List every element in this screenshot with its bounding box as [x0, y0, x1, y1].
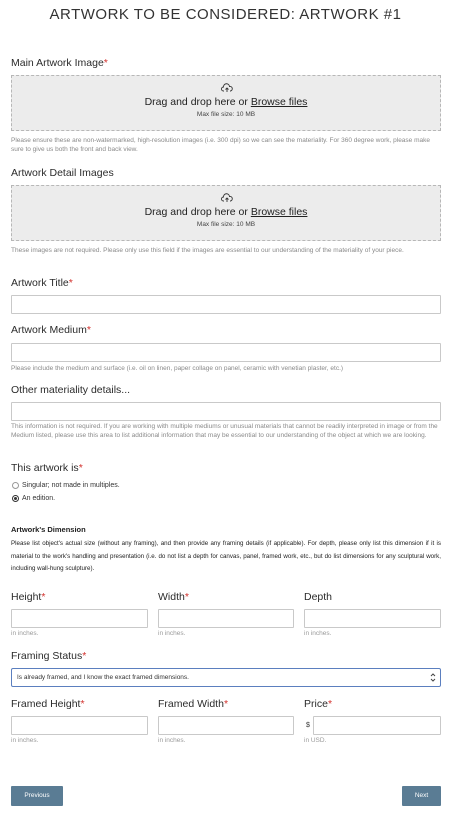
max-file-size: Max file size: 10 MB: [196, 111, 256, 118]
artwork-medium-label: [11, 324, 91, 336]
cloud-upload-icon: [221, 83, 233, 93]
artwork-medium-help: Please include the medium and surface (i.e. oil on linen, paper collage on panel, ceramic with venetian plaster, etc.): [11, 365, 344, 372]
page-title: ARTWORK TO BE CONSIDERED: ARTWORK #1: [49, 6, 402, 23]
main-image-help: Please ensure these are non-watermarked, high-resolution images (i.e. 300 dpi) so we can see the materiality. For 360 degree work, please make sure to give us both the front and back view.: [11, 137, 430, 153]
browse-files-link[interactable]: Browse files: [250, 206, 308, 218]
depth-unit: in inches.: [304, 630, 332, 637]
height-label-text: Height: [11, 591, 42, 603]
price-label: [304, 698, 332, 710]
previous-button[interactable]: Previous: [11, 786, 63, 806]
materiality-label: Other materiality details...: [11, 384, 131, 396]
required-mark: *: [103, 57, 108, 69]
height-input[interactable]: [11, 609, 148, 628]
browse-files-link[interactable]: Browse files: [250, 96, 308, 108]
detail-images-dropzone[interactable]: [11, 185, 441, 241]
materiality-help: This information is not required. If you are working with multiple mediums or unusual materials that cannot be readily interpreted in image or from the Medium listed, please use this area to list additional information that may be essential to our understanding of the object at which we are looking.: [11, 423, 438, 439]
height-label: [11, 591, 45, 603]
materiality-input[interactable]: [11, 402, 441, 421]
framed-width-label: [158, 698, 228, 710]
main-image-label: [11, 57, 108, 69]
main-image-label-text: Main Artwork Image: [11, 57, 104, 69]
radio-option-edition[interactable]: [12, 495, 55, 502]
height-unit: in inches.: [11, 630, 39, 637]
artwork-title-input[interactable]: [11, 295, 441, 314]
radio-option-singular[interactable]: [12, 482, 120, 489]
radio-button[interactable]: [12, 482, 19, 489]
required-mark: *: [78, 462, 83, 474]
drop-prompt: Drag and drop here or: [144, 206, 251, 218]
framed-height-label: [11, 698, 85, 710]
width-input[interactable]: [158, 609, 294, 628]
depth-input[interactable]: [304, 609, 441, 628]
cloud-upload-icon: [221, 193, 233, 203]
detail-images-drop-text: [12, 206, 440, 218]
framing-status-label-text: Framing Status: [11, 650, 83, 662]
artwork-title-label-text: Artwork Title: [11, 277, 69, 289]
framed-height-input[interactable]: [11, 716, 148, 735]
framing-status-select[interactable]: [11, 668, 441, 687]
next-button[interactable]: Next: [402, 786, 441, 806]
required-mark: *: [223, 698, 229, 710]
framed-height-label-text: Framed Height: [11, 698, 81, 710]
dimension-instructions: Please list object's actual size (without any framing), and then provide any framing details (if applicable). For depth, please only list this dimension if it is material to the work's handling and presentation (i.e. do not list a depth for canvas, panel, framed work, etc., but do list dimensions for any sculptural work, including wall-hung sculpture).: [11, 540, 441, 572]
framed-width-label-text: Framed Width: [158, 698, 224, 710]
required-mark: *: [82, 650, 87, 662]
price-input[interactable]: [313, 716, 441, 735]
artwork-medium-input[interactable]: [11, 343, 441, 362]
currency-symbol: $: [306, 722, 310, 729]
drop-prompt: Drag and drop here or: [144, 96, 251, 108]
required-mark: *: [327, 698, 333, 710]
detail-images-help: These images are not required. Please only use this field if the images are essential to our understanding of the materiality of your piece.: [11, 247, 404, 254]
radio-option-label: Singular; not made in multiples.: [22, 482, 120, 489]
framing-status-value: Is already framed, and I know the exact framed dimensions.: [17, 674, 189, 681]
width-label: [158, 591, 189, 603]
main-image-drop-text: [12, 96, 440, 108]
artwork-is-label: [11, 462, 83, 474]
framed-height-unit: in inches.: [11, 737, 39, 744]
framing-status-label: [11, 650, 86, 662]
detail-images-label: Artwork Detail Images: [11, 167, 114, 179]
required-mark: *: [68, 277, 73, 289]
framed-width-unit: in inches.: [158, 737, 186, 744]
artwork-is-label-text: This artwork is: [11, 462, 79, 474]
price-unit: in USD.: [304, 737, 327, 744]
framed-width-input[interactable]: [158, 716, 294, 735]
width-label-text: Width: [158, 591, 185, 603]
max-file-size: Max file size: 10 MB: [196, 221, 256, 228]
main-image-dropzone[interactable]: [11, 75, 441, 131]
required-mark: *: [41, 591, 46, 603]
artwork-medium-label-text: Artwork Medium: [11, 324, 87, 336]
select-arrows-icon: [430, 672, 436, 683]
required-mark: *: [86, 324, 91, 336]
width-unit: in inches.: [158, 630, 186, 637]
required-mark: *: [184, 591, 189, 603]
required-mark: *: [80, 698, 85, 710]
price-label-text: Price: [304, 698, 328, 710]
dimension-title: Artwork's Dimension: [11, 525, 86, 534]
radio-option-label: An edition.: [22, 495, 56, 502]
depth-label: Depth: [304, 591, 333, 603]
radio-button-selected[interactable]: [12, 495, 19, 502]
artwork-title-label: [11, 277, 73, 289]
